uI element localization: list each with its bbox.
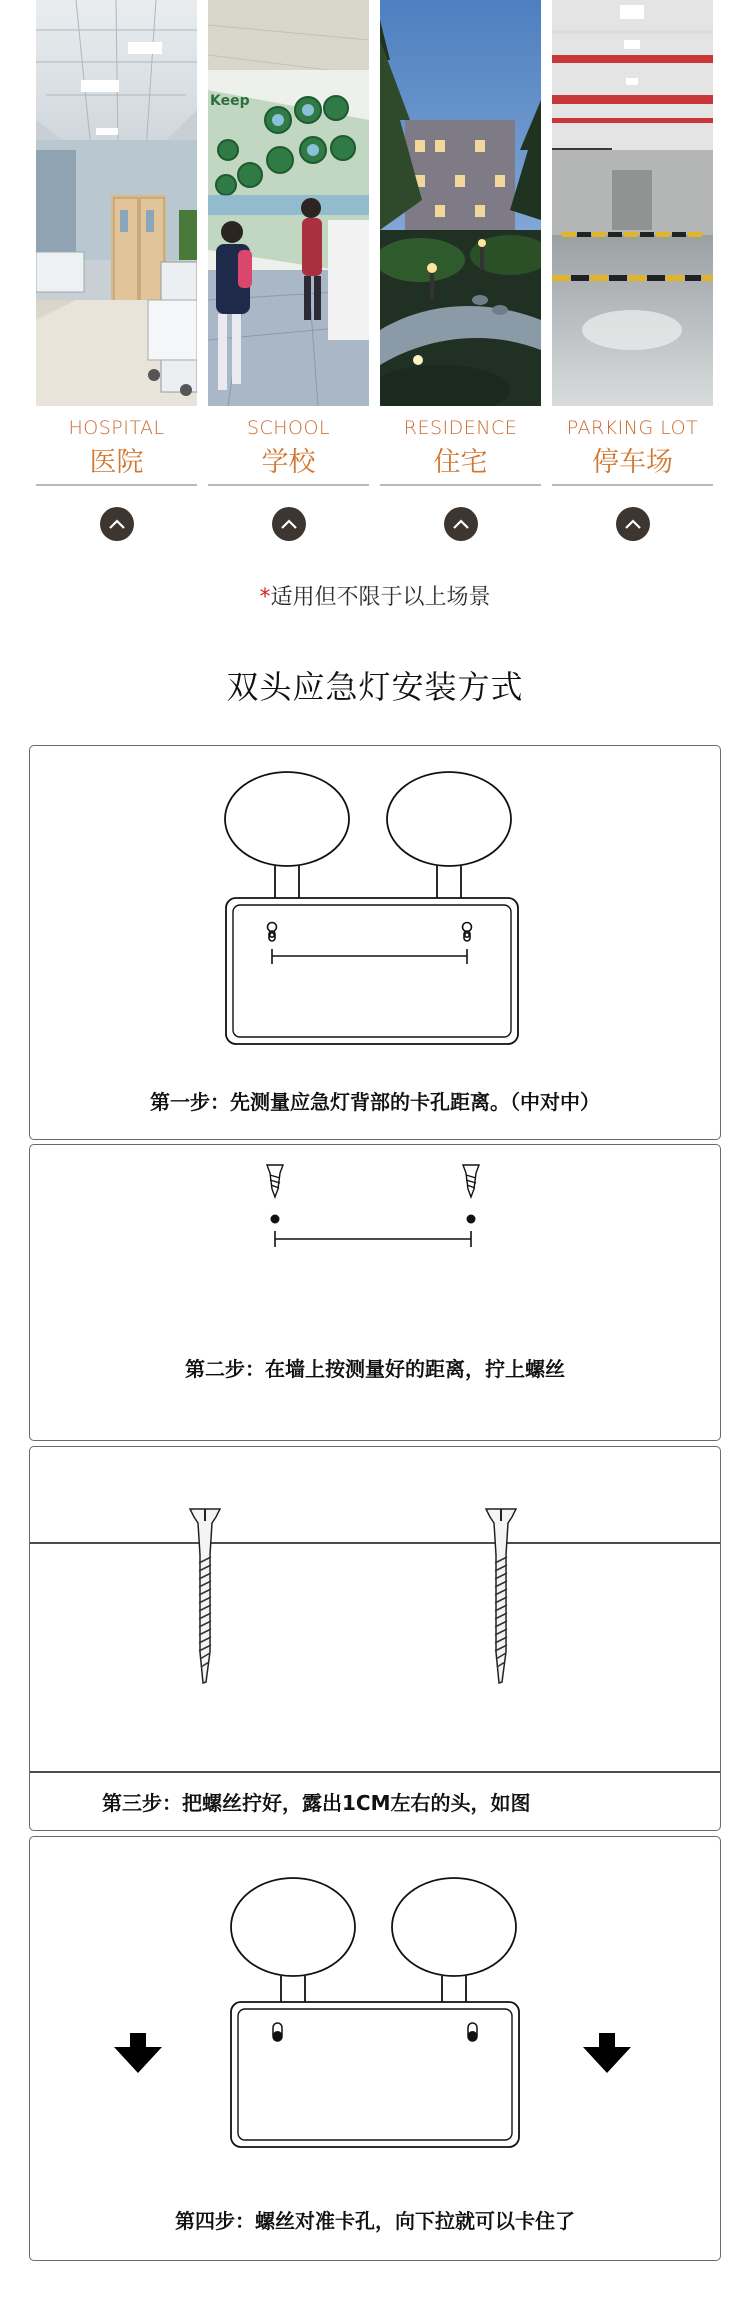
note-asterisk: * — [259, 585, 271, 610]
screw-icon — [463, 1165, 479, 1197]
step-2-caption: 第二步：在墙上按测量好的距离，拧上螺丝 — [185, 1357, 565, 1381]
chevron-up-icon — [281, 519, 297, 529]
scene-label-en: RESIDENCE — [403, 417, 518, 439]
scene-label-zh: 医院 — [89, 447, 144, 478]
divider — [380, 484, 541, 486]
section-heading: 双头应急灯安装方式 — [226, 668, 524, 706]
arrow-down-icon — [583, 2033, 631, 2073]
screw-icon — [486, 1509, 516, 1683]
scene-label-en: SCHOOL — [246, 417, 331, 439]
scene-parking-lot — [552, 0, 713, 541]
note-text: 适用但不限于以上场景 — [270, 585, 491, 610]
applicability-note — [0, 580, 750, 611]
scene-label-en: HOSPITAL — [68, 417, 165, 439]
step-4-caption: 第四步：螺丝对准卡孔，向下拉就可以卡住了 — [175, 2209, 575, 2233]
keyhole-icon — [273, 2023, 283, 2041]
screw-icon — [190, 1509, 220, 1683]
expand-button[interactable] — [616, 507, 650, 541]
hospital-corridor-photo — [36, 0, 197, 406]
scene-label-en: PARKING LOT — [566, 417, 699, 439]
step-2-panel — [29, 1144, 721, 1441]
mount-lamp-diagram — [30, 1837, 721, 2261]
divider — [552, 484, 713, 486]
step-1-panel — [29, 745, 721, 1140]
school-hallway-photo — [208, 0, 369, 406]
divider — [208, 484, 369, 486]
step-3-caption: 第三步：把螺丝拧好，露出1CM左右的头，如图 — [102, 1791, 531, 1815]
scene-school — [208, 0, 369, 541]
chevron-up-icon — [625, 519, 641, 529]
lamp-back-diagram — [30, 746, 721, 1140]
step-3-panel — [29, 1446, 721, 1831]
wall-screw-diagram — [30, 1145, 721, 1441]
expand-button[interactable] — [272, 507, 306, 541]
chevron-up-icon — [453, 519, 469, 529]
step-4-panel — [29, 1836, 721, 2261]
screw-depth-diagram — [30, 1447, 721, 1831]
parking-garage-photo — [552, 0, 713, 406]
chevron-up-icon — [109, 519, 125, 529]
scene-hospital — [36, 0, 197, 541]
expand-button[interactable] — [444, 507, 478, 541]
divider — [36, 484, 197, 486]
scene-label-zh: 学校 — [261, 447, 316, 478]
step-1-caption: 第一步：先测量应急灯背部的卡孔距离。（中对中） — [150, 1090, 600, 1114]
arrow-down-icon — [114, 2033, 162, 2073]
scene-residence — [380, 0, 541, 541]
scene-label-zh: 住宅 — [433, 447, 488, 478]
wall-sign-text: Keep — [210, 93, 250, 109]
expand-button[interactable] — [100, 507, 134, 541]
screw-icon — [267, 1165, 283, 1197]
scene-label-zh: 停车场 — [592, 447, 673, 478]
residence-garden-photo — [380, 0, 541, 406]
keyhole-icon — [468, 2023, 478, 2041]
